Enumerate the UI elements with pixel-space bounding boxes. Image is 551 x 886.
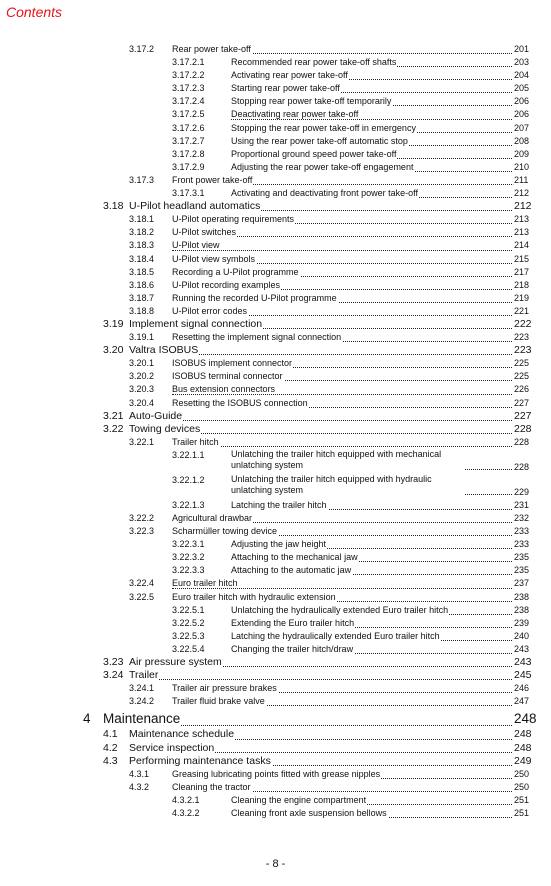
toc-entry-page: 223	[514, 344, 532, 357]
toc-entry-title-text: Front power take-off	[172, 174, 253, 185]
toc-entry-number: 3.18.5	[129, 266, 155, 277]
toc-entry-number: 3.22.5	[129, 591, 155, 602]
toc-entry-number: 3.17.3	[129, 174, 155, 185]
toc-entry-number: 3.17.2	[129, 44, 155, 54]
toc-entry-number: 3.22.3	[129, 526, 155, 537]
toc-entry-title-text: Unlatching the hydraulically extended Euro trailer hitch	[231, 604, 449, 615]
toc-entry-page: 226	[513, 383, 529, 396]
toc-entry-title	[231, 56, 514, 69]
toc-entry-number: 3.22.1.1	[172, 449, 205, 460]
toc-entry-title-text: Implement signal connection	[129, 317, 263, 330]
toc-entry-page: 212	[514, 200, 532, 213]
toc-entry-page: 239	[513, 617, 529, 630]
toc-entry-title-text: Attaching to the automatic jaw	[231, 565, 352, 576]
toc-entry-number: 3.22.5.2	[172, 617, 205, 628]
dot-leader	[172, 446, 514, 447]
toc-entry-title	[129, 423, 514, 436]
toc-entry-title-text: Trailer air pressure brakes	[172, 683, 277, 694]
toc-entry-title-text: Latching the trailer hitch	[231, 499, 327, 510]
toc-entry-title	[172, 357, 514, 370]
toc-entry[interactable]	[0, 436, 551, 449]
toc-entry-page: 225	[513, 370, 529, 383]
toc-entry-title-text: U-Pilot switches	[172, 227, 237, 238]
toc-entry-page: 213	[513, 213, 529, 226]
toc-entry-title-text: U-Pilot headland automatics	[129, 200, 261, 213]
toc-entry[interactable]	[0, 213, 551, 226]
toc-entry-number: 3.23	[103, 656, 124, 669]
toc-entry-number: 3.22.1	[129, 436, 155, 447]
toc-entry-title	[231, 564, 514, 577]
toc-entry-page: 250	[513, 781, 529, 794]
page-header: Contents	[6, 4, 63, 20]
toc-entry-number: 3.24.1	[129, 683, 155, 694]
toc-entry[interactable]	[0, 577, 551, 590]
toc-entry[interactable]	[0, 742, 551, 755]
toc-entry-number: 3.21	[103, 409, 124, 422]
toc-entry-number: 3.22.1.3	[172, 499, 205, 510]
toc-entry-title	[172, 512, 514, 525]
toc-entry-number: 3.18	[103, 200, 124, 213]
toc-entry-title	[172, 239, 514, 252]
toc-entry-title	[129, 669, 514, 682]
toc-entry-title-text: Activating rear power take-off	[231, 70, 348, 81]
toc-entry-title	[231, 474, 514, 497]
toc-entry-page: 223	[513, 331, 529, 344]
toc-entry-number: 3.17.3.1	[172, 188, 205, 199]
toc-entry-title	[129, 344, 514, 357]
toc-entry[interactable]	[0, 331, 551, 344]
toc-entry-title-text: Euro trailer hitch with hydraulic extension	[172, 591, 336, 602]
toc-entry-title-text: ISOBUS terminal connector	[172, 371, 283, 382]
toc-entry[interactable]	[0, 357, 551, 370]
toc-entry-title-text: Cleaning front axle suspension bellows	[231, 807, 387, 818]
toc-entry-title	[129, 728, 514, 741]
toc-entry-title-text: Rear power take-off	[172, 44, 251, 54]
toc-entry-page: 251	[513, 807, 529, 820]
toc-entry-page: 231	[513, 499, 529, 512]
toc-entry-title-text: Auto-Guide	[129, 409, 183, 422]
toc-entry-number: 3.22.4	[129, 578, 155, 589]
toc-entry[interactable]	[0, 564, 551, 577]
toc-entry[interactable]	[0, 695, 551, 708]
toc-entry-page: 201	[513, 43, 529, 56]
toc-entry[interactable]	[0, 95, 551, 108]
toc-entry-number: 4.3.2.2	[172, 807, 200, 818]
toc-entry-title	[172, 577, 514, 590]
toc-entry-number: 3.18.4	[129, 253, 155, 264]
toc-entry-title	[231, 108, 514, 121]
toc-entry-title-text: Unlatching the trailer hitch equipped with hydraulic unlatching system	[231, 474, 464, 496]
toc-entry-title-text: U-Pilot error codes	[172, 305, 248, 316]
toc-entry-number: 3.18.8	[129, 305, 155, 316]
toc-entry[interactable]	[0, 200, 551, 213]
toc-entry[interactable]	[0, 122, 551, 135]
toc-entry-title	[172, 781, 514, 794]
toc-entry-title	[231, 82, 514, 95]
toc-entry-number: 3.20.1	[129, 358, 155, 369]
toc-entry[interactable]	[0, 499, 551, 512]
toc-entry-page: 250	[513, 768, 529, 781]
page-number: - 8 -	[265, 858, 286, 870]
toc-entry-title-text: Changing the trailer hitch/draw	[231, 643, 354, 654]
toc-entry-page: 235	[513, 564, 529, 577]
toc-entry-title	[172, 591, 514, 604]
toc-entry-title-text: Using the rear power take-off automatic stop	[231, 135, 408, 146]
toc-entry-number: 3.22.3.3	[172, 565, 205, 576]
toc-entry-title	[129, 742, 514, 755]
toc-entry-title-text: Scharmüller towing device	[172, 526, 278, 537]
toc-entry-page: 203	[513, 56, 529, 69]
toc-entry[interactable]	[0, 397, 551, 410]
toc-entry-page: 206	[513, 95, 529, 108]
toc-entry-page: 211	[513, 174, 528, 187]
toc-entry-number: 4.1	[103, 728, 118, 741]
toc-entry-page: 227	[514, 409, 532, 422]
toc-entry-title	[172, 682, 514, 695]
toc-entry-number: 3.17.2.6	[172, 122, 205, 133]
toc-entry-title	[231, 551, 514, 564]
toc-entry[interactable]	[0, 728, 551, 741]
toc-entry-page: 238	[513, 604, 529, 617]
toc-entry-title	[172, 383, 514, 396]
toc-entry[interactable]	[0, 423, 551, 436]
toc-entry-title	[172, 213, 514, 226]
toc-entry-page: 232	[513, 512, 529, 525]
toc-entry[interactable]	[0, 383, 551, 396]
toc-entry-title	[172, 436, 514, 449]
toc-entry-title	[172, 525, 514, 538]
toc-entry-page: 214	[513, 239, 529, 252]
toc-entry-title	[172, 266, 514, 279]
toc-entry-page: 221	[513, 305, 529, 318]
toc-entry-title-text: U-Pilot view	[172, 240, 220, 251]
toc-entry-number: 3.18.7	[129, 292, 155, 303]
toc-entry-page: 209	[513, 148, 529, 161]
toc-entry-title	[231, 807, 514, 820]
toc-entry-title-text: Cleaning the engine compartment	[231, 794, 367, 805]
toc-entry-page: 247	[513, 695, 529, 708]
toc-entry[interactable]	[0, 56, 551, 69]
toc-entry-number: 3.17.2.5	[172, 109, 205, 120]
toc-entry-title	[231, 630, 514, 643]
toc-entry-page: 251	[513, 794, 529, 807]
toc-entry-page: 206	[513, 108, 529, 121]
toc-entry-title-text: Unlatching the trailer hitch equipped with mechanical unlatching system	[231, 449, 464, 471]
toc-entry-number: 3.22.5.3	[172, 630, 205, 641]
toc-entry-page: 228	[514, 422, 532, 435]
toc-entry-number: 3.17.2.9	[172, 161, 205, 172]
toc-entry-number: 4.3.2.1	[172, 794, 200, 805]
toc-entry[interactable]	[0, 449, 551, 474]
toc-entry-title	[129, 200, 514, 213]
toc-entry-title	[172, 253, 514, 266]
toc-entry-title-text: Valtra ISOBUS	[129, 344, 199, 357]
toc-entry-number: 3.17.2.1	[172, 57, 205, 68]
toc-entry-page: 205	[513, 82, 529, 95]
toc-entry[interactable]	[0, 591, 551, 604]
toc-entry-title-text: Maintenance	[103, 711, 181, 727]
toc-entry-page: 228	[514, 461, 530, 472]
toc-entry-number: 3.17.2.4	[172, 96, 205, 107]
toc-entry-title	[231, 643, 514, 656]
toc-entry-title	[231, 538, 514, 551]
toc-entry-title	[231, 499, 514, 512]
toc-entry-title	[172, 331, 514, 344]
toc-entry[interactable]	[0, 239, 551, 252]
toc-entry-page: 243	[513, 643, 529, 656]
toc-entry-number: 3.22.3.2	[172, 552, 205, 563]
toc-entry-title	[172, 370, 514, 383]
toc-entry-title	[172, 768, 514, 781]
toc-entry[interactable]	[0, 266, 551, 279]
toc-entry-title	[231, 161, 514, 174]
toc-entry-title-text: Service inspection	[129, 741, 215, 754]
toc-entry-number: 3.17.2.2	[172, 70, 205, 81]
toc-entry-title	[231, 617, 514, 630]
toc-entry-page: 207	[513, 122, 529, 135]
toc-entry[interactable]	[0, 69, 551, 82]
toc-entry-title	[129, 755, 514, 768]
toc-entry-page: 229	[514, 486, 530, 497]
toc-entry[interactable]	[0, 807, 551, 820]
table-of-contents	[0, 43, 551, 820]
toc-entry[interactable]	[0, 781, 551, 794]
toc-entry-number: 3.24	[103, 669, 124, 682]
toc-entry-title-text: U-Pilot recording examples	[172, 279, 281, 290]
toc-entry[interactable]	[0, 617, 551, 630]
toc-entry-page: 240	[513, 630, 529, 643]
toc-entry-page: 222	[514, 317, 532, 330]
toc-entry-title	[172, 397, 514, 410]
toc-entry-title-text: Bus extension connectors	[172, 384, 276, 395]
toc-entry-title	[129, 410, 514, 423]
toc-entry-title	[231, 148, 514, 161]
toc-entry[interactable]	[0, 161, 551, 174]
toc-entry-page: 210	[513, 161, 529, 174]
toc-entry-number: 3.20.2	[129, 371, 155, 382]
toc-entry-page: 212	[513, 187, 529, 200]
toc-entry-title	[231, 794, 514, 807]
toc-entry[interactable]	[0, 253, 551, 266]
toc-entry-title-text: Trailer hitch	[172, 436, 219, 447]
toc-entry-title-text: Euro trailer hitch	[172, 578, 238, 589]
toc-entry-number: 3.22	[103, 422, 124, 435]
toc-entry-number: 3.18.2	[129, 227, 155, 238]
toc-entry[interactable]	[0, 148, 551, 161]
toc-entry-title-text: Trailer	[129, 669, 159, 682]
toc-entry[interactable]	[0, 292, 551, 305]
toc-entry-page: 246	[513, 682, 529, 695]
toc-entry-number: 3.22.2	[129, 513, 155, 523]
toc-entry[interactable]	[0, 370, 551, 383]
toc-entry-number: 3.22.5.1	[172, 604, 205, 615]
toc-entry-title-text: Resetting the ISOBUS connection	[172, 397, 308, 408]
toc-entry-page: 218	[513, 279, 529, 292]
toc-entry-number: 3.18.6	[129, 279, 155, 290]
toc-entry[interactable]	[0, 43, 551, 56]
toc-entry[interactable]	[0, 669, 551, 682]
toc-entry-title-text: Latching the hydraulically extended Euro trailer hitch	[231, 630, 440, 641]
toc-entry-title	[231, 187, 514, 200]
toc-entry-number: 3.18.3	[129, 240, 155, 251]
toc-entry-page: 227	[513, 397, 529, 410]
toc-entry-number: 3.24.2	[129, 696, 155, 707]
toc-entry-number: 4.3	[103, 754, 118, 767]
toc-entry[interactable]	[0, 174, 551, 187]
toc-entry-title-text: U-Pilot view symbols	[172, 253, 256, 264]
toc-entry[interactable]	[0, 82, 551, 95]
toc-entry-title-text: Adjusting the jaw height	[231, 539, 327, 550]
toc-entry-title	[129, 656, 514, 669]
toc-entry-page: 215	[513, 253, 529, 266]
toc-entry-title	[172, 43, 514, 56]
toc-entry[interactable]	[0, 794, 551, 807]
dot-leader	[172, 250, 514, 251]
toc-entry-number: 4	[83, 711, 91, 727]
toc-entry-title-text: Trailer fluid brake valve	[172, 696, 265, 707]
toc-entry-title-text: Agricultural drawbar	[172, 513, 253, 523]
toc-entry-number: 3.17.2.7	[172, 135, 205, 146]
toc-entry-title	[231, 95, 514, 108]
toc-entry-title-text: Stopping the rear power take-off in emergency	[231, 122, 416, 133]
toc-entry-title-text: Running the recorded U-Pilot programme	[172, 292, 337, 303]
toc-entry-title	[231, 604, 514, 617]
toc-entry-title	[231, 69, 514, 82]
toc-entry[interactable]	[0, 551, 551, 564]
toc-entry-number: 3.17.2.3	[172, 83, 205, 94]
toc-entry-title-text: Resetting the implement signal connection	[172, 332, 342, 343]
toc-entry-page: 204	[513, 69, 529, 82]
toc-entry-number: 4.3.2	[129, 781, 150, 792]
toc-entry[interactable]	[0, 643, 551, 656]
toc-entry-title-text: Performing maintenance tasks	[129, 754, 271, 767]
toc-entry-page: 248	[514, 728, 532, 741]
toc-entry-title-text: Recording a U-Pilot programme	[172, 266, 299, 277]
toc-entry-number: 3.19	[103, 317, 124, 330]
toc-entry-page: 238	[513, 591, 529, 604]
toc-entry[interactable]	[0, 604, 551, 617]
toc-entry[interactable]	[0, 768, 551, 781]
toc-entry-title-text: Maintenance schedule	[129, 728, 235, 741]
toc-entry-title	[172, 292, 514, 305]
toc-entry-page: 208	[513, 135, 529, 148]
toc-entry[interactable]	[0, 305, 551, 318]
toc-entry-title	[129, 318, 514, 331]
toc-entry-page: 213	[513, 226, 529, 239]
toc-entry-title-text: Activating and deactivating front power take-off	[231, 188, 418, 199]
toc-entry-page: 245	[514, 669, 532, 682]
toc-entry-title-text: Greasing lubricating points fitted with grease nipples	[172, 768, 381, 779]
toc-entry-title-text: Cleaning the tractor	[172, 781, 251, 792]
toc-entry-page: 248	[514, 741, 532, 754]
toc-entry-page: 228	[513, 436, 529, 449]
toc-entry-title-text: Proportional ground speed power take-off	[231, 148, 397, 159]
toc-entry-number: 4.3.1	[129, 768, 150, 779]
toc-entry-title	[172, 279, 514, 292]
toc-entry-page: 217	[513, 266, 529, 279]
toc-entry[interactable]	[0, 344, 551, 357]
toc-entry[interactable]	[0, 538, 551, 551]
toc-entry-number: 3.22.3.1	[172, 539, 205, 550]
toc-entry[interactable]	[0, 755, 551, 768]
toc-entry-page: 235	[513, 551, 529, 564]
toc-entry-number: 3.20	[103, 344, 124, 357]
toc-entry-page: 225	[513, 357, 529, 370]
toc-entry[interactable]	[0, 226, 551, 239]
toc-entry-title-text: Adjusting the rear power take-off engagement	[231, 161, 414, 172]
toc-entry[interactable]	[0, 512, 551, 525]
toc-entry[interactable]	[0, 108, 551, 121]
toc-entry[interactable]	[0, 474, 551, 499]
toc-entry-title	[231, 449, 514, 472]
toc-entry-title	[103, 709, 514, 728]
toc-entry-number: 3.20.3	[129, 384, 155, 395]
toc-entry[interactable]	[0, 656, 551, 669]
toc-entry-title-text: Deactivating rear power take-off	[231, 109, 359, 120]
dot-leader	[129, 420, 514, 421]
toc-entry-title-text: Starting rear power take-off	[231, 83, 340, 94]
toc-entry-page: 237	[513, 577, 529, 590]
toc-entry[interactable]	[0, 187, 551, 200]
toc-entry-title-text: Air pressure system	[129, 656, 222, 669]
toc-entry-page: 233	[513, 538, 529, 551]
toc-entry-title-text: Extending the Euro trailer hitch	[231, 617, 355, 628]
toc-entry-title-text: ISOBUS implement connector	[172, 358, 293, 369]
toc-entry-title-text: Attaching to the mechanical jaw	[231, 552, 358, 563]
toc-entry-page: 243	[514, 656, 532, 669]
toc-entry-title	[231, 122, 514, 135]
toc-entry[interactable]	[0, 135, 551, 148]
dot-leader	[129, 679, 514, 680]
toc-entry-title	[172, 174, 514, 187]
toc-entry-number: 3.20.4	[129, 397, 155, 408]
toc-entry-title-text: Stopping rear power take-off temporarily	[231, 96, 392, 107]
toc-entry-number: 4.2	[103, 741, 118, 754]
toc-entry-number: 3.18.1	[129, 214, 155, 225]
toc-entry[interactable]	[0, 682, 551, 695]
toc-entry-page: 233	[513, 525, 529, 538]
toc-entry-number: 3.17.2.8	[172, 148, 205, 159]
toc-entry-number: 3.22.5.4	[172, 643, 205, 654]
toc-entry-page: 219	[513, 292, 529, 305]
toc-entry-title	[172, 305, 514, 318]
toc-entry[interactable]	[0, 279, 551, 292]
toc-entry[interactable]	[0, 709, 551, 728]
toc-entry[interactable]	[0, 525, 551, 538]
toc-entry[interactable]	[0, 318, 551, 331]
toc-entry-title	[172, 226, 514, 239]
toc-entry-number: 3.22.1.2	[172, 474, 205, 485]
toc-entry[interactable]	[0, 630, 551, 643]
toc-entry-number: 3.19.1	[129, 332, 155, 343]
toc-entry-title	[172, 695, 514, 708]
toc-entry-page: 248	[514, 711, 537, 727]
toc-entry-title	[231, 135, 514, 148]
toc-entry[interactable]	[0, 410, 551, 423]
toc-entry-title-text: Recommended rear power take-off shafts	[231, 57, 397, 68]
toc-entry-page: 249	[514, 754, 532, 767]
toc-entry-title-text: U-Pilot operating requirements	[172, 214, 295, 225]
toc-entry-title-text: Towing devices	[129, 422, 201, 435]
